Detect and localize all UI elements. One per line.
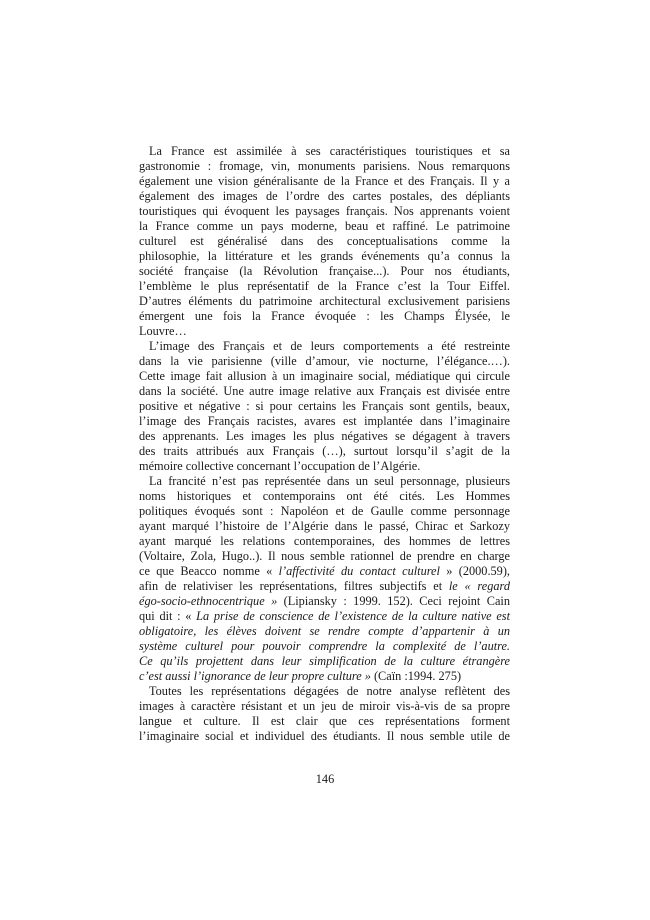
italic-text: Ce qu’ils projettent dans leur simplification de la culture étrangère [139,654,510,668]
text-line [139,174,510,189]
text-run: Louvre… [139,324,187,338]
text-line [139,309,510,324]
text-line [139,564,510,579]
text-run: également des images de l’ordre des cartes postales, des dépliants [139,189,510,203]
text-run: politiques évoqués sont : Napoléon et de Gaulle comme personnage [139,504,510,518]
text-run: des apprenants. Les images les plus négatives se dégagent à travers [139,429,510,443]
italic-text: obligatoire, les élèves doivent se rendre compte d’appartenir à un [139,624,510,638]
text-line [139,204,510,219]
text-line [139,729,510,744]
text-run: L’image des Français et de leurs comportements a été restreinte [149,339,510,353]
text-run: (Caïn :1994. 275) [370,669,462,683]
text-line [139,489,510,504]
text-run: gastronomie : fromage, vin, monuments parisiens. Nous remarquons [139,159,510,173]
text-line [139,444,510,459]
text-line [139,549,510,564]
text-line [139,714,510,729]
text-line [139,504,510,519]
text-run: Toutes les représentations dégagées de notre analyse reflètent des [149,684,510,698]
text-line [139,324,510,339]
text-line [139,159,510,174]
text-run: (Voltaire, Zola, Hugo..). Il nous semble rationnel de prendre en charge [139,549,510,563]
text-line [139,474,510,489]
text-line [139,144,510,159]
paragraph [139,339,510,474]
text-line [139,459,510,474]
text-run: dans la société. Une autre image relative aux Français est divisée entre [139,384,510,398]
italic-text: égo-socio-ethnocentrique » [139,594,278,608]
text-run: ayant marqué l’histoire de l’Algérie dans le passé, Chirac et Sarkozy [139,519,510,533]
text-line [139,234,510,249]
text-line [139,654,510,669]
page-number: 146 [315,772,335,786]
text-line [139,684,510,699]
italic-text: La prise de conscience de l’existence de la culture native est [196,609,510,623]
text-run: positive et négative : si pour certains les Français sont gentils, beaux, [139,399,510,413]
text-line [139,384,510,399]
text-line [139,429,510,444]
text-run: la France comme un pays moderne, beau et raffiné. Le patrimoine [139,219,510,233]
text-line [139,414,510,429]
text-line [139,279,510,294]
text-line [139,249,510,264]
text-run: La francité n’est pas représentée dans un seul personnage, plusieurs [149,474,510,488]
text-line [139,354,510,369]
text-line [139,594,510,609]
italic-text: le « regard [448,579,510,593]
text-line [139,519,510,534]
text-run: noms historiques et contemporains ont été cités. Les Hommes [139,489,510,503]
paragraph [139,144,510,339]
text-run: (Lipiansky : 1999. 152). Ceci rejoint Cain [277,594,510,608]
body-text [139,144,510,744]
text-line [139,264,510,279]
text-run: l’imaginaire social et individuel des étudiants. Il nous semble utile de [139,729,510,743]
text-run: mémoire collective concernant l’occupation de l’Algérie. [139,459,421,473]
text-run: touristiques qui évoquent les paysages français. Nos apprenants voient [139,204,510,218]
text-line [139,534,510,549]
text-line [139,219,510,234]
text-run: langue et culture. Il est clair que ces représentations forment [139,714,510,728]
paragraph [139,684,510,744]
text-run: D’autres éléments du patrimoine architectural exclusivement parisiens [139,294,510,308]
text-run: afin de relativiser les représentations, filtres subjectifs et [139,579,449,593]
text-run: La France est assimilée à ses caractéristiques touristiques et sa [149,144,510,158]
text-line [139,609,510,624]
text-run: également une vision généralisante de la France et des Français. Il y a [139,174,510,188]
text-run: qui dit : « [139,609,197,623]
text-run: philosophie, la littérature et les grands événements qu’a connus la [139,249,510,263]
text-line [139,699,510,714]
text-line [139,294,510,309]
text-run: l’emblème le plus représentatif de la France c’est la Tour Eiffel. [139,279,510,293]
text-run: des traits attribués aux Français (…), surtout lorsqu’il s’agit de la [139,444,510,458]
text-line [139,669,510,684]
text-line [139,189,510,204]
text-run: images à caractère résistant et un jeu de miroir vis-à-vis de sa propre [139,699,510,713]
text-run: émergent une fois la France évoquée : les Champs Élysée, le [139,309,510,323]
text-line [139,369,510,384]
italic-text: c’est aussi l’ignorance de leur propre culture » [139,669,371,683]
text-run: société française (la Révolution française...). Pour nos étudiants, [139,264,510,278]
text-line [139,339,510,354]
text-run: ayant marqué les relations contemporaines, des hommes de lettres [139,534,510,548]
text-line [139,579,510,594]
paragraph [139,474,510,684]
text-run: » (2000.59), [439,564,510,578]
text-line [139,399,510,414]
text-run: ce que Beacco nomme « [139,564,279,578]
text-run: dans la vie parisienne (ville d’amour, vie nocturne, l’élégance.…). [139,354,510,368]
italic-text: système culturel pour pouvoir comprendre la complexité de l’autre. [139,639,510,653]
text-run: culturel est généralisé dans des conceptualisations comme la [139,234,510,248]
text-line [139,639,510,654]
italic-text: l’affectivité du contact culturel [278,564,440,578]
text-line [139,624,510,639]
text-run: Cette image fait allusion à un imaginaire social, médiatique qui circule [139,369,510,383]
text-run: l’image des Français racistes, avares est implantée dans l’imaginaire [139,414,510,428]
